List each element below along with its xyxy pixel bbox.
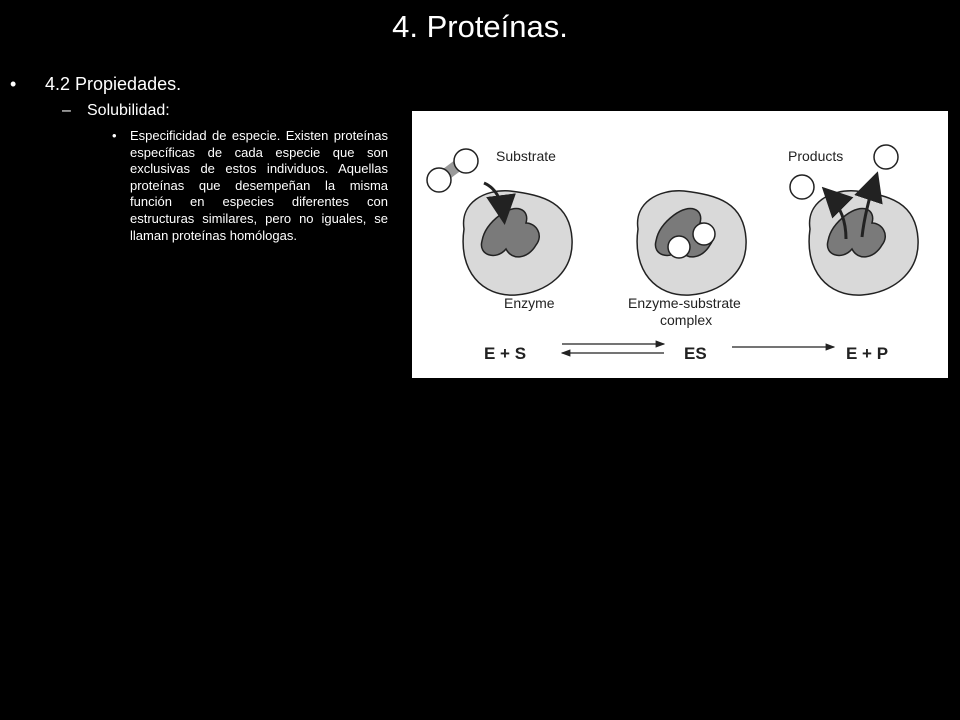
equation-products: E + P bbox=[846, 344, 889, 363]
bullet-text: 4.2 Propiedades. bbox=[45, 74, 182, 94]
complex-label-line2: complex bbox=[660, 312, 713, 328]
enzyme-diagram bbox=[412, 111, 948, 378]
equation-reactants: E + S bbox=[484, 344, 527, 363]
enzyme-shape-3 bbox=[809, 191, 918, 295]
enzyme-shape-2 bbox=[637, 191, 746, 295]
bullet-marker: • bbox=[112, 128, 117, 143]
products-label: Products bbox=[788, 148, 844, 164]
slide-title: 4. Proteínas. bbox=[392, 9, 568, 44]
equation-complex: ES bbox=[684, 344, 707, 363]
enzyme-label: Enzyme bbox=[504, 295, 555, 311]
enzyme-substrate-figure bbox=[412, 111, 948, 378]
body-paragraph: Especificidad de especie. Existen proteínas específicas de cada especie que son exclusivas de estos individuos. Aquellas proteínas que desempeñan la misma función en especies diferentes con estructuras similares, pero no iguales, se llaman proteínas homólogas. bbox=[130, 128, 388, 243]
dash-marker: – bbox=[62, 102, 71, 119]
substrate-molecule bbox=[427, 149, 478, 192]
bullet-marker: • bbox=[10, 74, 17, 94]
complex-label-line1: Enzyme-substrate bbox=[628, 295, 741, 311]
substrate-label: Substrate bbox=[496, 148, 556, 164]
bullet-text: Solubilidad: bbox=[87, 102, 170, 119]
enzyme-shape-1 bbox=[463, 191, 572, 295]
